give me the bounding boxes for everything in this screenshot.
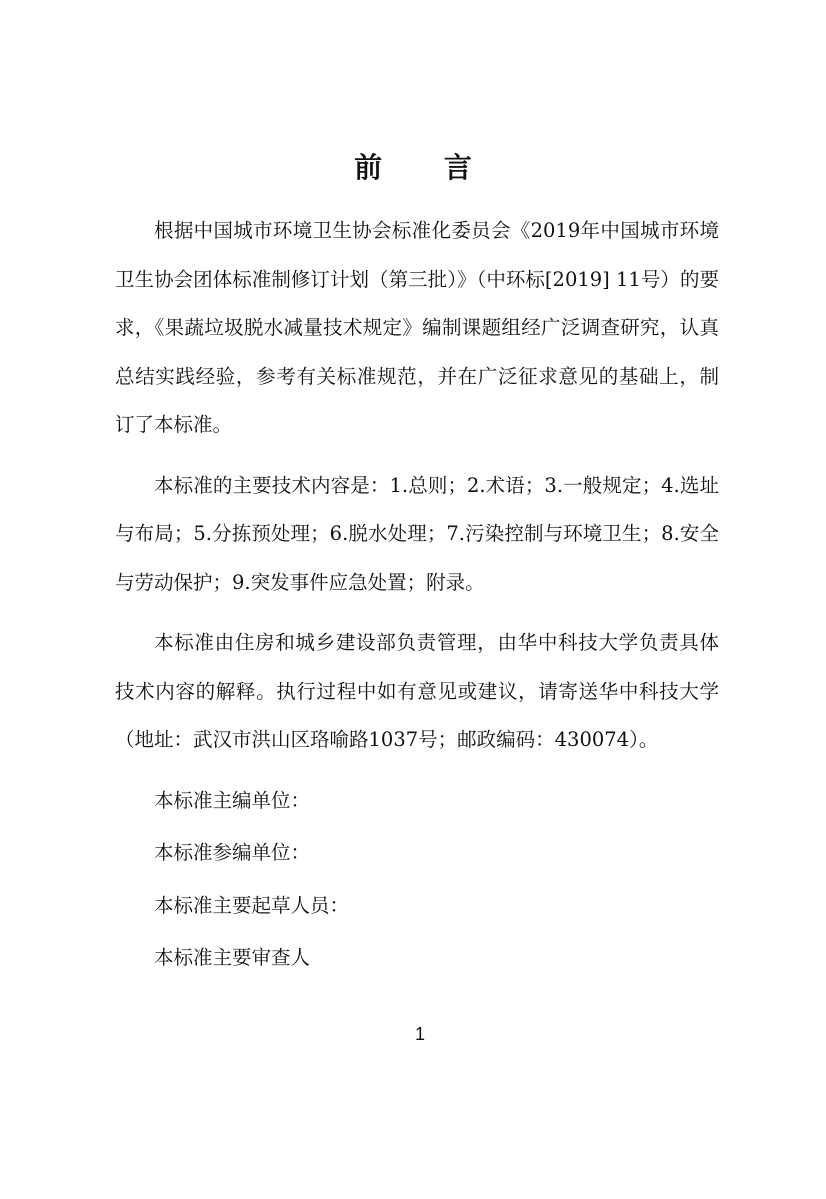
paragraph-basis: 根据中国城市环境卫生协会标准化委员会《2019年中国城市环境卫生协会团体标准制修订计划（第三批）》（中环标[2019] 11号）的要求，《果蔬垃圾脱水减量技术规定》编制课题组经广泛调查研究，认真总结实践经验，参考有关标准规范，并在广泛征求意见的基础上，制订了本标准。 [115, 219, 719, 436]
chief-editor-unit: 本标准主编单位： [154, 788, 311, 812]
main-drafters: 本标准主要起草人员： [154, 893, 350, 917]
participating-unit: 本标准参编单位： [154, 841, 311, 864]
main-reviewers: 本标准主要审查人 [154, 946, 311, 969]
body-text [115, 207, 719, 987]
page-number: 1 [414, 1024, 425, 1044]
page-title: 前 言 [354, 151, 498, 184]
paragraph-technical-content: 本标准的主要技术内容是：1.总则；2.术语；3.一般规定；4.选址与布局；5.分拣预处理；6.脱水处理；7.污染控制与环境卫生；8.安全与劳动保护；9.突发事件应急处置；附录。 [115, 473, 719, 594]
paragraph-management: 本标准由住房和城乡建设部负责管理，由华中科技大学负责具体技术内容的解释。执行过程中如有意见或建议，请寄送华中科技大学（地址：武汉市洪山区珞喻路1037号；邮政编码：430074）。 [115, 631, 719, 751]
